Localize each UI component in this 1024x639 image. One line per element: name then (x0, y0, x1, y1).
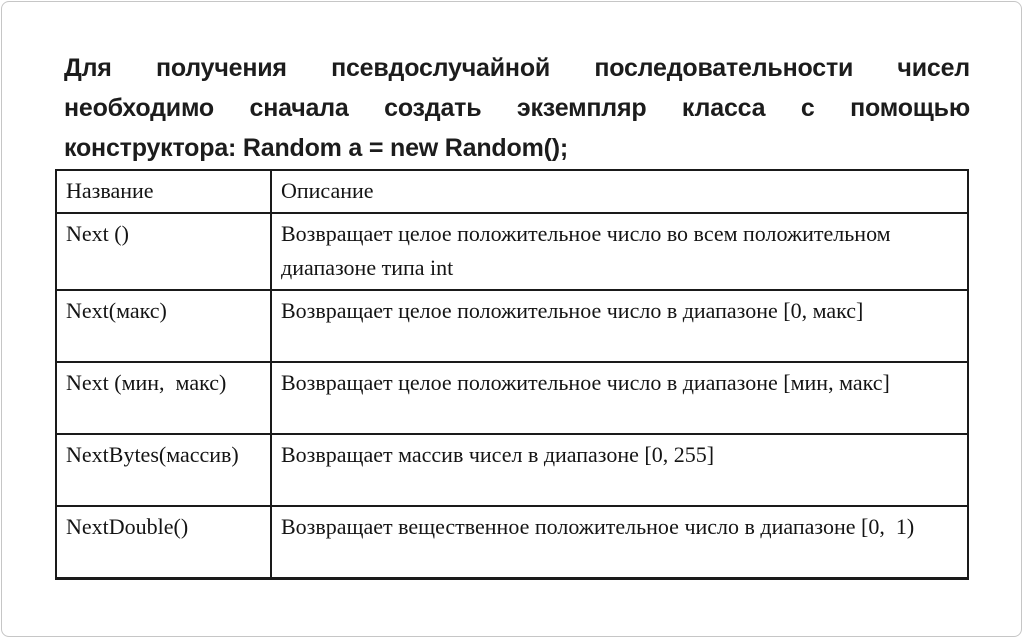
table-row (56, 362, 968, 434)
method-name-cell: NextBytes(массив) (56, 434, 271, 506)
table-row (56, 434, 968, 506)
table-row (56, 290, 968, 362)
slide-card (1, 1, 1022, 637)
method-description-cell: Возвращает массив чисел в диапазоне [0, 255] (271, 434, 968, 506)
table-row (56, 213, 968, 290)
method-name-cell: Next () (56, 213, 271, 290)
column-header-description: Описание (271, 170, 968, 213)
table-row (56, 506, 968, 578)
method-description-cell: Возвращает вещественное положительное число в диапазоне [0, 1) (271, 506, 968, 578)
method-description-cell: Возвращает целое положительное число в диапазоне [мин, макс] (271, 362, 968, 434)
method-description-cell: Возвращает целое положительное число в диапазоне [0, макс] (271, 290, 968, 362)
random-methods-table (55, 169, 969, 580)
table-header-row (56, 170, 968, 213)
method-description-cell: Возвращает целое положительное число во всем положительном диапазоне типа int (271, 213, 968, 290)
method-name-cell: NextDouble() (56, 506, 271, 578)
method-name-cell: Next(макс) (56, 290, 271, 362)
method-name-cell: Next (мин, макс) (56, 362, 271, 434)
column-header-name: Название (56, 170, 271, 213)
intro-paragraph: Для получения псевдослучайной последовательности чисел необходимо сначала создать экземпляр класса с помощью конструктора: Random a = new Random(); (64, 54, 970, 162)
